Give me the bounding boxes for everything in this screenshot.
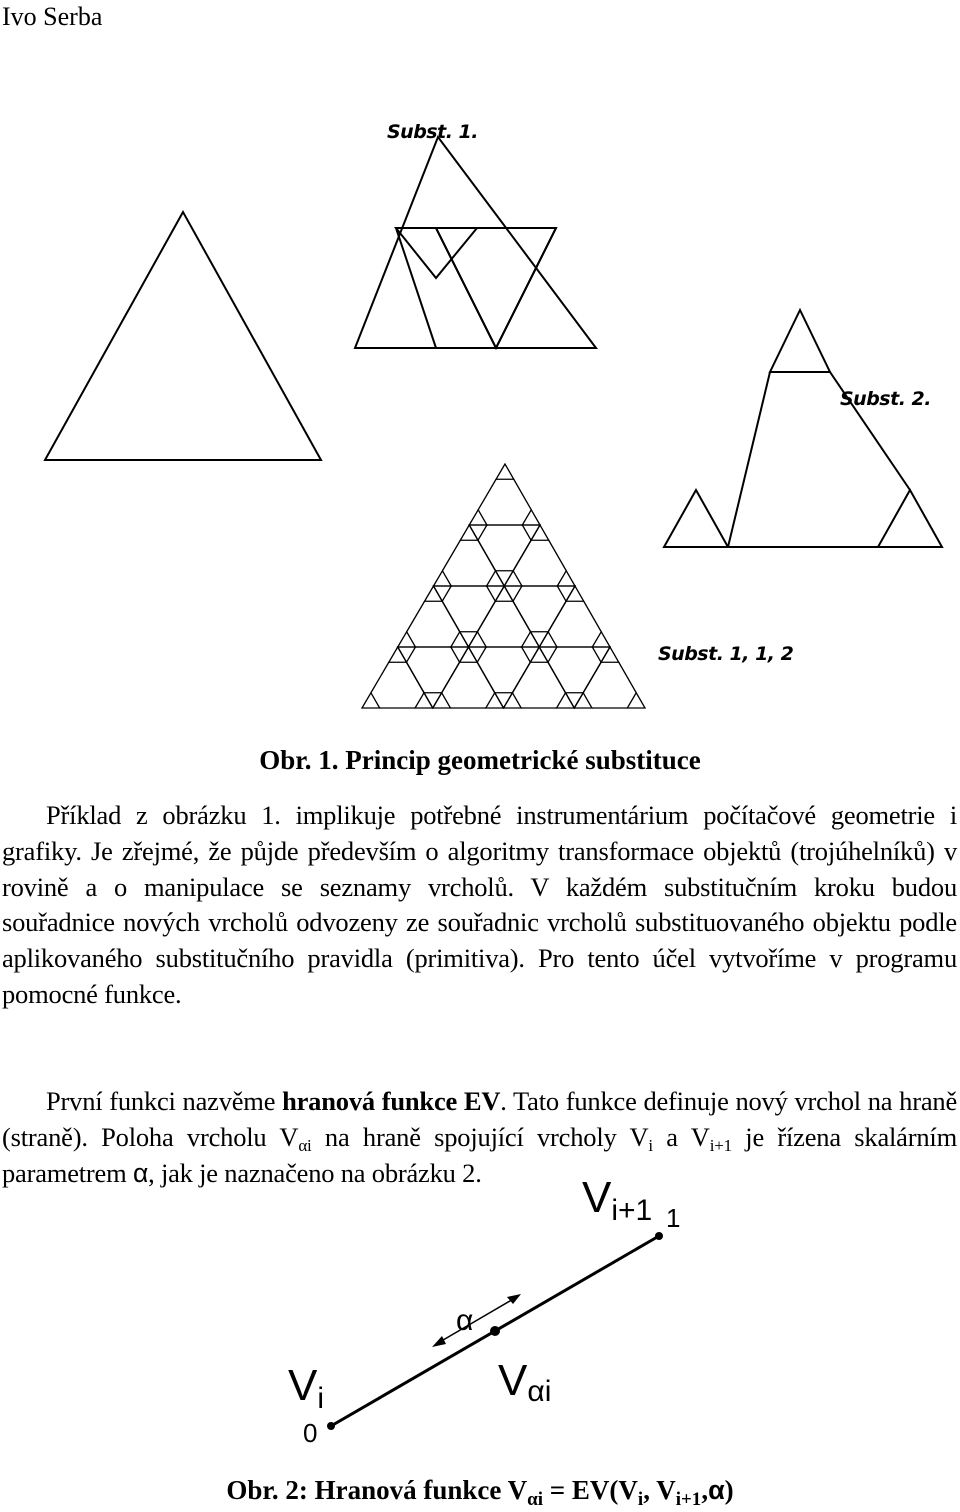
subst112-fractal-triangle — [362, 464, 645, 708]
vertex-valphai-dot — [490, 1326, 500, 1336]
subst1-inner-triangle — [396, 228, 477, 278]
subst2-right-triangle — [878, 490, 942, 547]
label-subst112: Subst. 1, 1, 2 — [658, 643, 794, 665]
edge-line — [331, 1236, 659, 1426]
label-subst1: Subst. 1. — [387, 121, 478, 143]
alpha-arrow-head-left — [432, 1336, 446, 1347]
subst2-top-triangle — [770, 310, 830, 372]
figure-2-caption: Obr. 2: Hranová funkce $V_{\alpha i} = EV(V_i$, $V_{i+1},\alpha$) — [226, 1475, 734, 1510]
label-vi1: Vi+1 — [582, 1173, 653, 1227]
figure-1-caption: Obr. 1. Princip geometrické substituce — [259, 745, 701, 775]
label-one: 1 — [666, 1203, 681, 1233]
figure-1-substitution-diagram — [0, 0, 960, 740]
vertex-vi1-dot — [655, 1232, 663, 1240]
label-subst2: Subst. 2. — [840, 388, 931, 410]
paragraph-1: Příklad z obrázku 1. implikuje potřebné instrumentárium počítačové geometrie i grafiky. Je zřejmé, že půjde především o algoritmy transformace objektů (trojúhelníků) v rovině a o manipulace se seznamy vrcholů. V každém substitučním kroku budou souřadnice nových vrcholů odvozeny ze souřadnic vrcholů substituovaného objektu podle aplikovaného substitučního pravidla (primitiva). Pro tento účel vytvoříme v programu pomocné funkce. — [2, 800, 957, 1009]
author-name: Ivo Serba — [2, 2, 103, 31]
label-zero: 0 — [303, 1418, 318, 1448]
paragraph-2: První funkci nazvěme hranová funkce EV. Tato funkce definuje nový vrchol na hraně (straně). Poloha vrcholu $V_{\alpha i}$ na hraně spojující vrcholy $V_i$ a $V_{i+1}$ je řízena skalárním parametrem α, jak je naznačeno na obrázku 2. — [2, 1086, 958, 1188]
base-triangle — [45, 212, 321, 460]
subst1-outer-triangle — [355, 137, 596, 348]
label-alpha: α — [456, 1304, 474, 1337]
subst2-edge-left — [728, 372, 770, 547]
subst1-center-down-triangle — [436, 228, 556, 348]
alpha-arrow — [438, 1298, 515, 1343]
alpha-arrow-head-right — [507, 1294, 521, 1304]
term-edge-function: hranová funkce EV — [282, 1086, 501, 1116]
subst2-left-triangle — [664, 490, 728, 547]
vertex-vi-dot — [327, 1422, 335, 1430]
label-valphai: Vαi — [498, 1356, 552, 1408]
label-vi: Vi — [288, 1361, 325, 1415]
